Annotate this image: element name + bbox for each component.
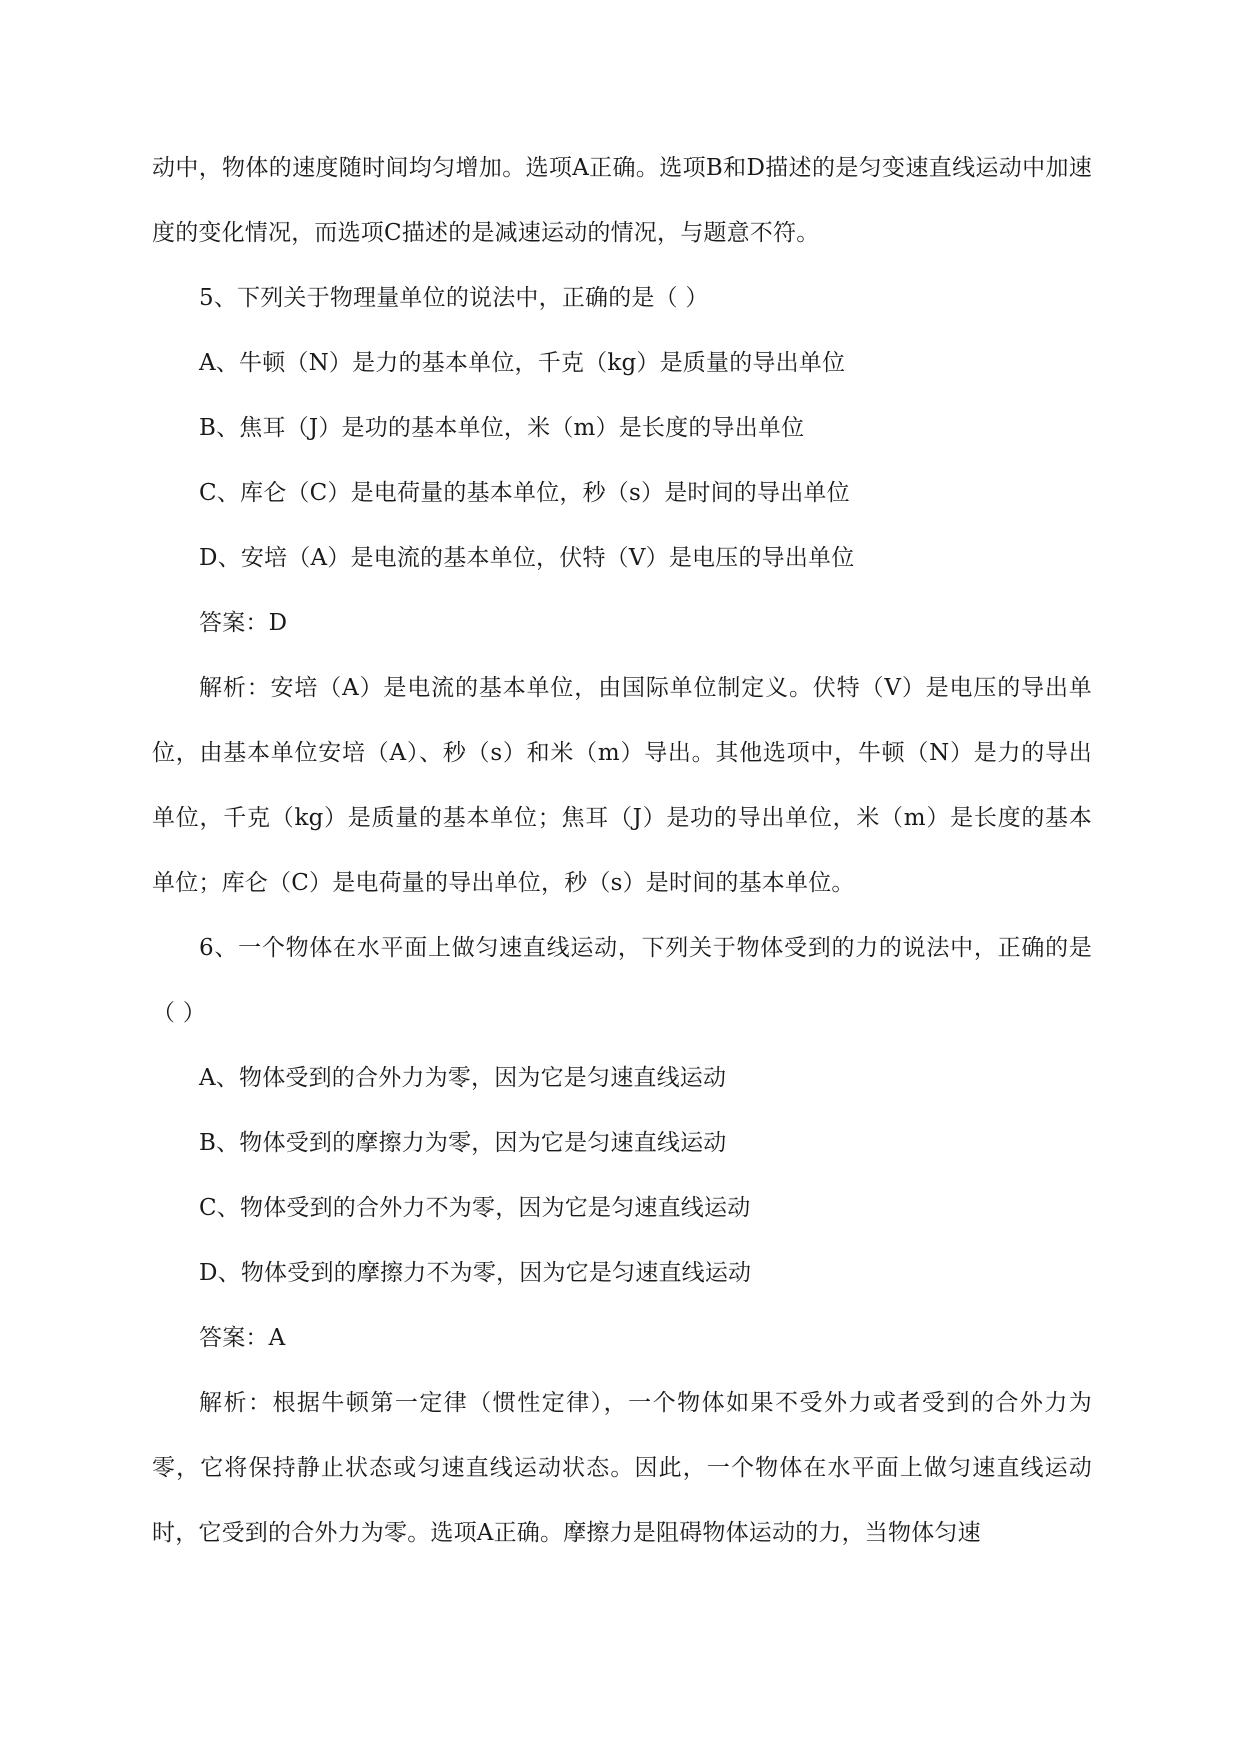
question-5-option-c: C、库仑（C）是电荷量的基本单位，秒（s）是时间的导出单位 bbox=[199, 480, 850, 506]
question-5-stem: 5、下列关于物理量单位的说法中，正确的是（ ） bbox=[199, 285, 709, 311]
question-6-option-d: D、物体受到的摩擦力不为零，因为它是匀速直线运动 bbox=[199, 1260, 752, 1286]
question-5-analysis: 解析：安培（A）是电流的基本单位，由国际单位制定义。伏特（V）是电压的导出单位，由基本单位安培（A）、秒（s）和米（m）导出。其他选项中，牛顿（N）是力的导出单位，千克（kg）是质量的基本单位；焦耳（J）是功的导出单位，米（m）是长度的基本单位；库仑（C）是电荷量的导出单位，秒（s）是时间的基本单位。 bbox=[152, 675, 1092, 896]
question-5-option-d: D、安培（A）是电流的基本单位，伏特（V）是电压的导出单位 bbox=[199, 545, 855, 571]
previous-analysis-continuation: 动中，物体的速度随时间均匀增加。选项A正确。选项B和D描述的是匀变速直线运动中加速度的变化情况，而选项C描述的是减速运动的情况，与题意不符。 bbox=[152, 155, 1092, 246]
question-6-stem: 6、一个物体在水平面上做匀速直线运动，下列关于物体受到的力的说法中，正确的是（ ） bbox=[152, 935, 1092, 1026]
question-5-answer: 答案：D bbox=[199, 610, 288, 636]
question-6-answer: 答案：A bbox=[199, 1325, 286, 1351]
page-content bbox=[152, 136, 1092, 1566]
question-5-option-b: B、焦耳（J）是功的基本单位，米（m）是长度的导出单位 bbox=[199, 415, 805, 441]
question-6-option-a: A、物体受到的合外力为零，因为它是匀速直线运动 bbox=[199, 1065, 727, 1091]
question-5-option-a: A、牛顿（N）是力的基本单位，千克（kg）是质量的导出单位 bbox=[199, 350, 846, 376]
question-6-option-c: C、物体受到的合外力不为零，因为它是匀速直线运动 bbox=[199, 1195, 751, 1221]
question-6-analysis: 解析：根据牛顿第一定律（惯性定律），一个物体如果不受外力或者受到的合外力为零，它将保持静止状态或匀速直线运动状态。因此，一个物体在水平面上做匀速直线运动时，它受到的合外力为零。选项A正确。摩擦力是阻碍物体运动的力，当物体匀速 bbox=[152, 1390, 1092, 1546]
question-6-option-b: B、物体受到的摩擦力为零，因为它是匀速直线运动 bbox=[199, 1130, 727, 1156]
